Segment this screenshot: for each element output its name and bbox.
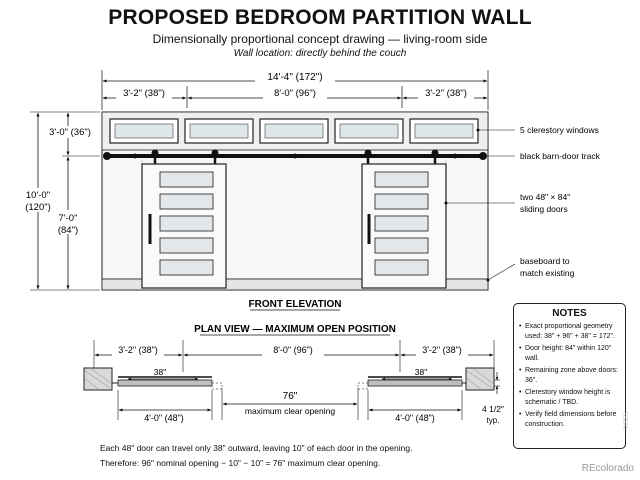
height-dimensions (18, 112, 100, 290)
plan-right-width: 3'-2" (38") (422, 345, 462, 355)
center-width-text: 8'-0" (96") (274, 88, 316, 99)
clerestory-window (185, 119, 253, 143)
note-item: • Clerestory window height is schematic / TBD. (519, 388, 620, 407)
callout-windows: 5 clerestory windows (520, 125, 599, 135)
drawing-title: PROPOSED BEDROOM PARTITION WALL (108, 6, 532, 29)
clerestory-window (110, 119, 178, 143)
travel-left-text: 38" (153, 367, 167, 377)
door-left-width: 4'-0" (48") (144, 413, 184, 423)
clerestory-windows (110, 119, 478, 143)
notes-box (513, 303, 626, 449)
plan-left-width: 3'-2" (38") (118, 345, 158, 355)
footnote-clear-opening: Therefore: 96" nominal opening − 10" − 10" = 76" maximum clear opening. (100, 458, 381, 468)
plan-closed-position (212, 383, 368, 389)
right-width-text: 3'-2" (38") (425, 88, 467, 99)
right-sliding-door (362, 164, 446, 288)
front-elevation-label: FRONT ELEVATION (248, 299, 342, 310)
wall-location-note: Wall location: directly behind the couch (233, 48, 407, 59)
clerestory-window (410, 119, 478, 143)
side-watermark: ©IRES (624, 411, 630, 430)
clerestory-height-text: 3'-0" (36") (49, 127, 91, 138)
wall-thickness-text: 4 1/2" (482, 404, 504, 414)
plan-center-width: 8'-0" (96") (273, 345, 313, 355)
plan-clear-opening (222, 388, 358, 420)
notes-list (519, 322, 620, 429)
callout-baseboard-2: match existing (520, 268, 575, 278)
note-item: • Verify field dimensions before construction. (519, 410, 620, 429)
callout-doors: two 48" × 84" (520, 192, 571, 202)
overall-width-text: 14'-4" (172") (267, 72, 323, 83)
plan-door-right (368, 377, 462, 386)
clear-opening-value: 76" (282, 391, 298, 402)
travel-right-text: 38" (414, 367, 428, 377)
clear-opening-label: maximum clear opening (244, 406, 336, 416)
plan-view-label: PLAN VIEW — MAXIMUM OPEN POSITION (194, 324, 396, 335)
callout-track: black barn-door track (520, 151, 600, 161)
wall-thickness-typ: typ. (486, 416, 500, 425)
footnote-travel: Each 48" door can travel only 38" outward, leaving 10" of each door in the opening. (100, 443, 413, 453)
plan-door-left (118, 377, 212, 386)
left-sliding-door (142, 164, 226, 288)
total-height-inches: (120") (25, 202, 51, 213)
segment-width-dimensions (103, 86, 487, 108)
door-right-width: 4'-0" (48") (395, 413, 435, 423)
total-height-text: 10'-0" (25, 190, 51, 201)
clerestory-window (260, 119, 328, 143)
note-item: • Remaining zone above doors: 36". (519, 366, 620, 385)
notes-title: NOTES (552, 308, 587, 319)
callout-baseboard: baseboard to (520, 256, 570, 266)
drawing-subtitle: Dimensionally proportional concept drawing — living-room side (152, 32, 488, 46)
callout-doors-size: sliding doors (520, 204, 568, 214)
left-width-text: 3'-2" (38") (123, 88, 165, 99)
door-height-inches: (84") (57, 225, 79, 236)
door-height-text: 7'-0" (58, 213, 78, 224)
note-item: • Exact proportional geometry used: 38" + 96" + 38" = 172". (519, 322, 620, 341)
brand-watermark: REcolorado (581, 463, 634, 474)
clerestory-window (335, 119, 403, 143)
note-item: • Door height: 84" within 120" wall. (519, 344, 620, 363)
